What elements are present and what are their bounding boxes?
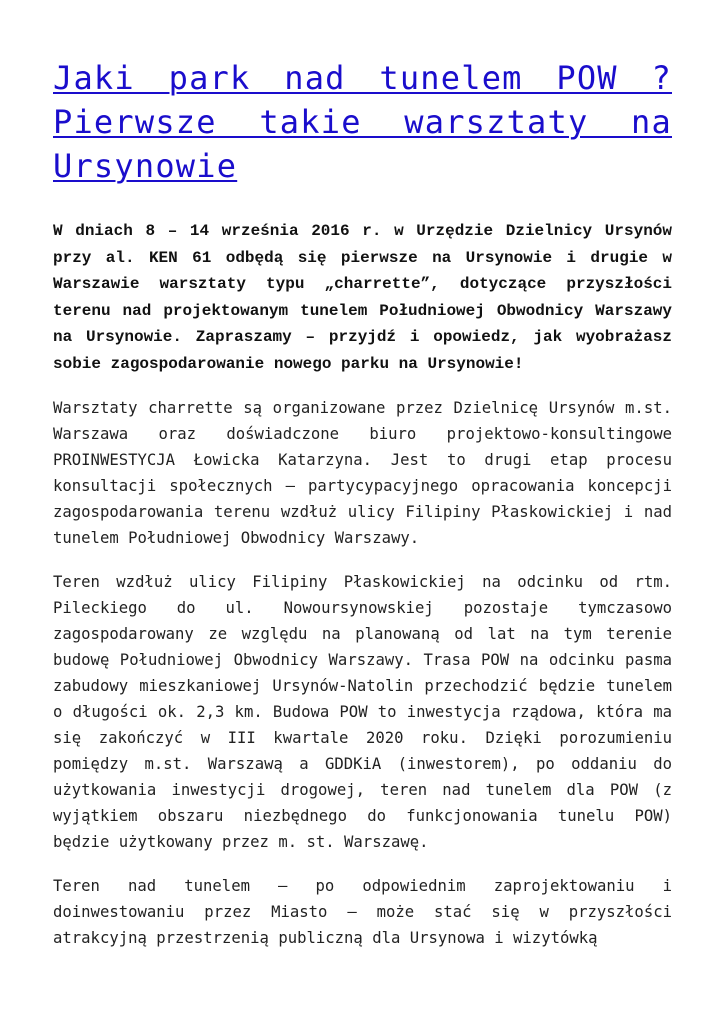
article-paragraph: Warsztaty charrette są organizowane przez Dzielnicę Ursynów m.st. Warszawa oraz doświadczone biuro projektowo-konsultingowe PROINWESTYCJA Łowicka Katarzyna. Jest to drugi etap procesu konsultacji społecznych – partycypacyjnego opracowania koncepcji zagospodarowania terenu wzdłuż ulicy Filipiny Płaskowickiej i nad tunelem Południowej Obwodnicy Warszawy. [53,399,672,547]
article-lead: W dniach 8 – 14 września 2016 r. w Urzędzie Dzielnicy Ursynów przy al. KEN 61 odbędą się pierwsze na Ursynowie i drugie w Warszawie warsztaty typu „charrette”, dotyczące przyszłości terenu nad projektowanym tunelem Południowej Obwodnicy Warszawy na Ursynowie. Zapraszamy – przyjdź i opowiedz, jak wyobrażasz sobie zagospodarowanie nowego parku na Ursynowie! [53,222,672,373]
article-title-link[interactable]: Jaki park nad tunelem POW ?Pierwsze takie warsztaty na Ursynowie [53,59,672,185]
article-paragraph: Teren nad tunelem – po odpowiednim zaprojektowaniu i doinwestowaniu przez Miasto – może stać się w przyszłości atrakcyjną przestrzenią publiczną dla Ursynowa i wizytówką [53,877,672,947]
article-paragraph: Teren wzdłuż ulicy Filipiny Płaskowickiej na odcinku od rtm. Pileckiego do ul. Nowoursynowskiej pozostaje tymczasowo zagospodarowany ze względu na planowaną od lat na tym terenie budowę Południowej Obwodnicy Warszawy. Trasa POW na odcinku pasma zabudowy mieszkaniowej Ursynów-Natolin przechodzić będzie tunelem o długości ok. 2,3 km. Budowa POW to inwestycja rządowa, która ma się zakończyć w III kwartale 2020 roku. Dzięki porozumieniu pomiędzy m.st. Warszawą a GDDKiA (inwestorem), po oddaniu do użytkowania inwestycji drogowej, teren nad tunelem dla POW (z wyjątkiem obszaru niezbędnego do funkcjonowania tunelu POW) będzie użytkowany przez m. st. Warszawę. [53,573,672,851]
article [53,56,672,951]
article-title [53,56,672,188]
